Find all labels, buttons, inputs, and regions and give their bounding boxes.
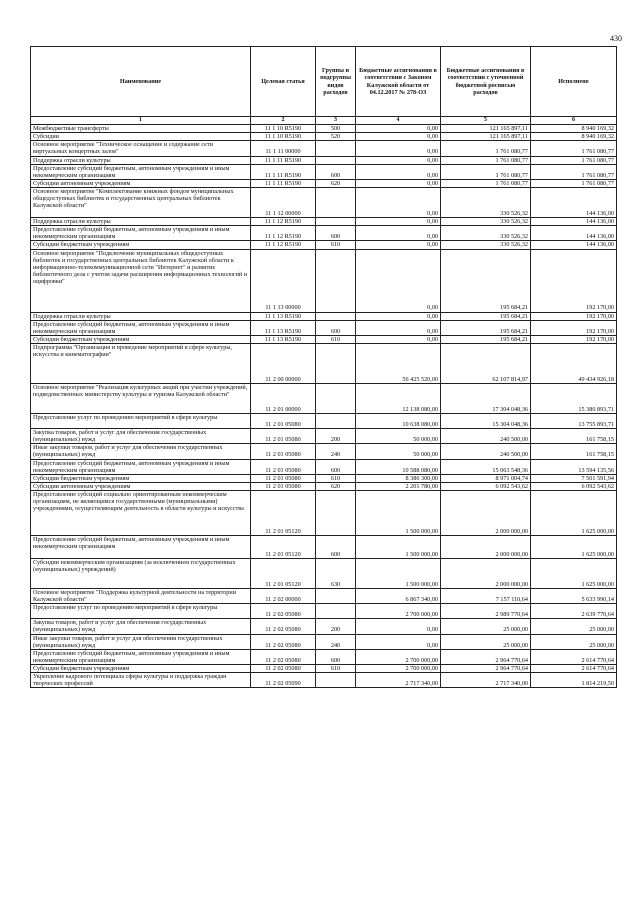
row-law-amount: 2 201 780,00 bbox=[356, 482, 441, 490]
row-law-amount: 1 500 000,00 bbox=[356, 559, 441, 589]
row-name: Предоставление субсидий бюджетным, автономным учреждениям и иным некоммерческим организациям bbox=[31, 226, 251, 241]
row-target-article: 11 2 01 05080 bbox=[251, 474, 316, 482]
row-updated-amount: 2 964 770,64 bbox=[441, 649, 531, 664]
row-executed-amount: 192 170,00 bbox=[531, 335, 617, 343]
table-row bbox=[31, 619, 617, 634]
row-name: Закупка товаров, работ и услуг для обеспечения государственных (муниципальных) нужд bbox=[31, 619, 251, 634]
header-target-article: Целевая статья bbox=[251, 47, 316, 117]
row-executed-amount: 161 758,15 bbox=[531, 429, 617, 444]
row-executed-amount: 1 761 080,77 bbox=[531, 141, 617, 156]
row-name: Субсидии автономным учреждениям bbox=[31, 482, 251, 490]
row-target-article: 11 2 02 05080 bbox=[251, 634, 316, 649]
row-executed-amount: 25 000,00 bbox=[531, 619, 617, 634]
row-target-article: 11 1 13 R5190 bbox=[251, 320, 316, 335]
row-target-article: 11 1 12 R5190 bbox=[251, 226, 316, 241]
row-target-article: 11 1 13 R5190 bbox=[251, 312, 316, 320]
row-expense-type: 520 bbox=[316, 133, 356, 141]
row-target-article: 11 2 02 05080 bbox=[251, 665, 316, 673]
row-expense-type bbox=[316, 218, 356, 226]
row-law-amount: 6 867 340,00 bbox=[356, 589, 441, 604]
table-row bbox=[31, 604, 617, 619]
row-executed-amount: 1 814 219,50 bbox=[531, 673, 617, 688]
row-target-article: 11 1 11 R5190 bbox=[251, 156, 316, 164]
row-expense-type: 600 bbox=[316, 226, 356, 241]
table-row bbox=[31, 226, 617, 241]
row-name: Основное мероприятие "Подключение муниципальных общедоступных библиотек и государственных центральных библиотек Калужской области к информационно-телекоммуникационной сети "Интернет" и развитие библиотечного дела с учетом задачи расширения информационных технологий и оцифровки" bbox=[31, 249, 251, 312]
table-row bbox=[31, 634, 617, 649]
table-row bbox=[31, 125, 617, 133]
row-target-article: 11 2 01 05080 bbox=[251, 429, 316, 444]
row-updated-amount: 330 526,32 bbox=[441, 241, 531, 249]
table-row bbox=[31, 344, 617, 384]
row-expense-type bbox=[316, 249, 356, 312]
row-name: Поддержка отрасли культуры bbox=[31, 312, 251, 320]
row-law-amount: 0,00 bbox=[356, 188, 441, 218]
table-row bbox=[31, 384, 617, 414]
row-executed-amount: 1 761 080,77 bbox=[531, 179, 617, 187]
row-updated-amount: 1 761 080,77 bbox=[441, 164, 531, 179]
row-name: Иные закупки товаров, работ и услуг для обеспечения государственных (муниципальных) нужд bbox=[31, 444, 251, 459]
row-law-amount: 0,00 bbox=[356, 226, 441, 241]
table-row bbox=[31, 649, 617, 664]
table-row bbox=[31, 156, 617, 164]
row-executed-amount: 8 940 169,32 bbox=[531, 125, 617, 133]
row-name: Субсидии бюджетным учреждениям bbox=[31, 241, 251, 249]
header-expense-groups: Группы и подгруппы видов расходов bbox=[316, 47, 356, 117]
table-row bbox=[31, 320, 617, 335]
header-name: Наименование bbox=[31, 47, 251, 117]
row-name: Основное мероприятие "Реализация культурных акций при участии учреждений, подведомственных министерству культуры и туризма Калужской области" bbox=[31, 384, 251, 414]
row-updated-amount: 25 000,00 bbox=[441, 634, 531, 649]
row-name: Предоставление субсидий бюджетным, автономным учреждениям и иным некоммерческим организациям bbox=[31, 164, 251, 179]
row-target-article: 11 2 01 05080 bbox=[251, 444, 316, 459]
row-executed-amount: 1 625 000,00 bbox=[531, 559, 617, 589]
row-law-amount: 56 425 520,00 bbox=[356, 344, 441, 384]
row-updated-amount: 15 304 048,36 bbox=[441, 414, 531, 429]
row-expense-type: 620 bbox=[316, 179, 356, 187]
row-target-article: 11 2 01 05120 bbox=[251, 536, 316, 559]
row-updated-amount: 121 165 897,11 bbox=[441, 133, 531, 141]
row-target-article: 11 1 12 R5190 bbox=[251, 218, 316, 226]
row-executed-amount: 144 136,00 bbox=[531, 241, 617, 249]
table-row bbox=[31, 673, 617, 688]
row-target-article: 11 2 00 00000 bbox=[251, 344, 316, 384]
row-executed-amount: 161 758,15 bbox=[531, 444, 617, 459]
row-updated-amount: 195 684,21 bbox=[441, 249, 531, 312]
row-name: Подпрограмма "Организация и проведение мероприятий в сфере культуры, искусства и кинематографии" bbox=[31, 344, 251, 384]
row-target-article: 11 1 13 00000 bbox=[251, 249, 316, 312]
row-updated-amount: 195 684,21 bbox=[441, 320, 531, 335]
row-law-amount: 1 500 000,00 bbox=[356, 536, 441, 559]
row-law-amount: 0,00 bbox=[356, 156, 441, 164]
row-executed-amount: 13 755 893,71 bbox=[531, 414, 617, 429]
row-name: Субсидии бюджетным учреждениям bbox=[31, 474, 251, 482]
row-expense-type: 610 bbox=[316, 241, 356, 249]
row-name: Предоставление субсидий бюджетным, автономным учреждениям и иным некоммерческим организациям bbox=[31, 536, 251, 559]
row-name: Предоставление услуг по проведению мероприятий в сфере культуры bbox=[31, 604, 251, 619]
table-row bbox=[31, 249, 617, 312]
row-name: Субсидии бюджетным учреждениям bbox=[31, 335, 251, 343]
row-expense-type: 240 bbox=[316, 444, 356, 459]
row-expense-type: 500 bbox=[316, 125, 356, 133]
row-updated-amount: 330 526,32 bbox=[441, 218, 531, 226]
row-expense-type: 620 bbox=[316, 482, 356, 490]
row-updated-amount: 195 684,21 bbox=[441, 312, 531, 320]
row-executed-amount: 2 614 770,64 bbox=[531, 665, 617, 673]
table-row bbox=[31, 141, 617, 156]
row-law-amount: 10 638 080,00 bbox=[356, 414, 441, 429]
row-target-article: 11 1 11 R5190 bbox=[251, 179, 316, 187]
row-updated-amount: 2 964 770,64 bbox=[441, 665, 531, 673]
row-law-amount: 0,00 bbox=[356, 241, 441, 249]
table-row bbox=[31, 188, 617, 218]
table-row bbox=[31, 179, 617, 187]
table-row bbox=[31, 241, 617, 249]
row-executed-amount: 192 170,00 bbox=[531, 320, 617, 335]
row-expense-type: 630 bbox=[316, 559, 356, 589]
row-name: Основное мероприятие "Поддержка культурной деятельности на территории Калужской области" bbox=[31, 589, 251, 604]
row-target-article: 11 2 01 00000 bbox=[251, 384, 316, 414]
row-updated-amount: 2 000 000,00 bbox=[441, 559, 531, 589]
row-expense-type: 600 bbox=[316, 320, 356, 335]
row-law-amount: 1 500 000,00 bbox=[356, 491, 441, 536]
row-executed-amount: 5 633 990,14 bbox=[531, 589, 617, 604]
row-expense-type: 610 bbox=[316, 335, 356, 343]
row-updated-amount: 1 761 080,77 bbox=[441, 156, 531, 164]
row-name: Предоставление субсидий бюджетным, автономным учреждениям и иным некоммерческим организациям bbox=[31, 459, 251, 474]
table-row bbox=[31, 164, 617, 179]
row-name: Основное мероприятие "Комплектование книжных фондов муниципальных общедоступных библиотек и государственных центральных библиотек Калужской области" bbox=[31, 188, 251, 218]
row-law-amount: 2 717 340,00 bbox=[356, 673, 441, 688]
row-law-amount: 0,00 bbox=[356, 179, 441, 187]
row-updated-amount: 15 063 548,36 bbox=[441, 459, 531, 474]
row-executed-amount: 8 940 169,32 bbox=[531, 133, 617, 141]
row-expense-type bbox=[316, 384, 356, 414]
row-updated-amount: 1 761 080,77 bbox=[441, 179, 531, 187]
row-name: Предоставление субсидий бюджетным, автономным учреждениям и иным некоммерческим организациям bbox=[31, 649, 251, 664]
table-row bbox=[31, 444, 617, 459]
row-executed-amount: 144 136,00 bbox=[531, 226, 617, 241]
row-executed-amount: 7 501 591,94 bbox=[531, 474, 617, 482]
row-expense-type bbox=[316, 589, 356, 604]
row-target-article: 11 1 13 R5190 bbox=[251, 335, 316, 343]
table-row bbox=[31, 414, 617, 429]
row-executed-amount: 144 136,00 bbox=[531, 188, 617, 218]
row-updated-amount: 2 000 000,00 bbox=[441, 536, 531, 559]
table-row bbox=[31, 474, 617, 482]
row-name: Основное мероприятие "Техническое оснащение и содержание сети виртуальных концертных залов" bbox=[31, 141, 251, 156]
table-row bbox=[31, 335, 617, 343]
row-law-amount: 0,00 bbox=[356, 312, 441, 320]
row-expense-type: 610 bbox=[316, 665, 356, 673]
row-updated-amount: 2 000 000,00 bbox=[441, 491, 531, 536]
column-number: 1 bbox=[31, 117, 251, 125]
row-expense-type: 240 bbox=[316, 634, 356, 649]
row-target-article: 11 2 01 05080 bbox=[251, 414, 316, 429]
row-target-article: 11 1 11 00000 bbox=[251, 141, 316, 156]
row-executed-amount: 1 761 080,77 bbox=[531, 156, 617, 164]
table-row bbox=[31, 429, 617, 444]
header-updated-allocations: Бюджетные ассигнования в соответствии с уточненной бюджетной росписью расходов bbox=[441, 47, 531, 117]
row-name: Предоставление субсидий социально ориентированным некоммерческим организациям, не являющимся государственными (муниципальными) учреждениями, осуществляющим деятельность в области культуры и искусства bbox=[31, 491, 251, 536]
row-name: Укрепление кадрового потенциала сферы культуры и поддержка граждан творческих профессий bbox=[31, 673, 251, 688]
row-updated-amount: 121 165 897,11 bbox=[441, 125, 531, 133]
row-expense-type bbox=[316, 312, 356, 320]
row-name: Субсидии автономным учреждениям bbox=[31, 179, 251, 187]
column-number: 5 bbox=[441, 117, 531, 125]
row-law-amount: 0,00 bbox=[356, 320, 441, 335]
row-executed-amount: 25 000,00 bbox=[531, 634, 617, 649]
row-target-article: 11 1 11 R5190 bbox=[251, 164, 316, 179]
table-row bbox=[31, 133, 617, 141]
row-updated-amount: 6 092 543,62 bbox=[441, 482, 531, 490]
row-executed-amount: 192 170,00 bbox=[531, 312, 617, 320]
row-executed-amount: 6 092 543,62 bbox=[531, 482, 617, 490]
row-law-amount: 0,00 bbox=[356, 164, 441, 179]
row-law-amount: 0,00 bbox=[356, 125, 441, 133]
row-law-amount: 10 588 080,00 bbox=[356, 459, 441, 474]
table-row bbox=[31, 491, 617, 536]
row-executed-amount: 1 761 080,77 bbox=[531, 164, 617, 179]
row-executed-amount: 2 614 770,64 bbox=[531, 649, 617, 664]
row-target-article: 11 2 01 05080 bbox=[251, 459, 316, 474]
row-name: Поддержка отрасли культуры bbox=[31, 156, 251, 164]
row-name: Межбюджетные трансферты bbox=[31, 125, 251, 133]
row-law-amount: 0,00 bbox=[356, 619, 441, 634]
row-law-amount: 0,00 bbox=[356, 634, 441, 649]
row-law-amount: 0,00 bbox=[356, 335, 441, 343]
row-name: Предоставление услуг по проведению мероприятий в сфере культуры bbox=[31, 414, 251, 429]
table-row bbox=[31, 459, 617, 474]
row-target-article: 11 2 02 05080 bbox=[251, 649, 316, 664]
row-name: Субсидии bbox=[31, 133, 251, 141]
row-target-article: 11 2 02 00000 bbox=[251, 589, 316, 604]
row-expense-type bbox=[316, 414, 356, 429]
row-executed-amount: 144 136,00 bbox=[531, 218, 617, 226]
table-row bbox=[31, 312, 617, 320]
budget-table bbox=[30, 46, 617, 688]
row-target-article: 11 2 01 05080 bbox=[251, 482, 316, 490]
row-target-article: 11 2 02 05090 bbox=[251, 673, 316, 688]
row-executed-amount: 49 434 926,18 bbox=[531, 344, 617, 384]
row-updated-amount: 240 500,00 bbox=[441, 429, 531, 444]
header-law-allocations: Бюджетные ассигнования в соответствии с Законом Калужской области от 04.12.2017 № 278-ОЗ bbox=[356, 47, 441, 117]
row-updated-amount: 7 157 110,64 bbox=[441, 589, 531, 604]
row-name: Иные закупки товаров, работ и услуг для обеспечения государственных (муниципальных) нужд bbox=[31, 634, 251, 649]
row-executed-amount: 15 380 893,71 bbox=[531, 384, 617, 414]
row-law-amount: 2 700 000,00 bbox=[356, 665, 441, 673]
row-law-amount: 0,00 bbox=[356, 133, 441, 141]
row-executed-amount: 2 639 770,64 bbox=[531, 604, 617, 619]
row-expense-type: 600 bbox=[316, 649, 356, 664]
row-name: Предоставление субсидий бюджетным, автономным учреждениям и иным некоммерческим организациям bbox=[31, 320, 251, 335]
row-expense-type bbox=[316, 344, 356, 384]
row-expense-type bbox=[316, 673, 356, 688]
row-expense-type: 200 bbox=[316, 429, 356, 444]
row-updated-amount: 330 526,32 bbox=[441, 226, 531, 241]
column-number: 2 bbox=[251, 117, 316, 125]
row-law-amount: 0,00 bbox=[356, 218, 441, 226]
row-expense-type bbox=[316, 188, 356, 218]
row-law-amount: 0,00 bbox=[356, 249, 441, 312]
row-target-article: 11 2 01 05120 bbox=[251, 491, 316, 536]
page-number: 430 bbox=[610, 34, 622, 43]
row-target-article: 11 2 02 05080 bbox=[251, 604, 316, 619]
row-target-article: 11 1 12 00000 bbox=[251, 188, 316, 218]
row-updated-amount: 2 717 340,00 bbox=[441, 673, 531, 688]
table-row bbox=[31, 589, 617, 604]
row-name: Субсидии некоммерческим организациям (за исключением государственных (муниципальных) учреждений) bbox=[31, 559, 251, 589]
row-executed-amount: 1 625 000,00 bbox=[531, 491, 617, 536]
row-updated-amount: 17 304 048,36 bbox=[441, 384, 531, 414]
row-expense-type: 600 bbox=[316, 459, 356, 474]
row-target-article: 11 1 10 R5190 bbox=[251, 125, 316, 133]
column-number-row bbox=[31, 117, 617, 125]
table-row bbox=[31, 665, 617, 673]
row-name: Закупка товаров, работ и услуг для обеспечения государственных (муниципальных) нужд bbox=[31, 429, 251, 444]
column-number: 4 bbox=[356, 117, 441, 125]
row-target-article: 11 2 02 05080 bbox=[251, 619, 316, 634]
table-row bbox=[31, 218, 617, 226]
table-row bbox=[31, 559, 617, 589]
row-expense-type bbox=[316, 141, 356, 156]
row-expense-type bbox=[316, 604, 356, 619]
row-updated-amount: 330 526,32 bbox=[441, 188, 531, 218]
column-number: 3 bbox=[316, 117, 356, 125]
row-updated-amount: 240 500,00 bbox=[441, 444, 531, 459]
row-target-article: 11 1 10 R5190 bbox=[251, 133, 316, 141]
row-updated-amount: 8 971 004,74 bbox=[441, 474, 531, 482]
row-law-amount: 2 700 000,00 bbox=[356, 604, 441, 619]
table-row bbox=[31, 482, 617, 490]
row-expense-type bbox=[316, 491, 356, 536]
row-executed-amount: 13 594 135,56 bbox=[531, 459, 617, 474]
row-law-amount: 2 700 000,00 bbox=[356, 649, 441, 664]
row-law-amount: 8 386 300,00 bbox=[356, 474, 441, 482]
row-law-amount: 50 000,00 bbox=[356, 444, 441, 459]
column-number: 6 bbox=[531, 117, 617, 125]
row-law-amount: 50 000,00 bbox=[356, 429, 441, 444]
header-executed: Исполнено bbox=[531, 47, 617, 117]
row-updated-amount: 25 000,00 bbox=[441, 619, 531, 634]
row-updated-amount: 195 684,21 bbox=[441, 335, 531, 343]
row-target-article: 11 1 12 R5190 bbox=[251, 241, 316, 249]
row-name: Поддержка отрасли культуры bbox=[31, 218, 251, 226]
row-executed-amount: 1 625 000,00 bbox=[531, 536, 617, 559]
row-updated-amount: 1 761 080,77 bbox=[441, 141, 531, 156]
row-law-amount: 0,00 bbox=[356, 141, 441, 156]
row-name: Субсидии бюджетным учреждениям bbox=[31, 665, 251, 673]
header-row bbox=[31, 47, 617, 117]
row-updated-amount: 62 107 814,97 bbox=[441, 344, 531, 384]
table-row bbox=[31, 536, 617, 559]
row-expense-type: 200 bbox=[316, 619, 356, 634]
row-target-article: 11 2 01 05120 bbox=[251, 559, 316, 589]
row-updated-amount: 2 989 770,64 bbox=[441, 604, 531, 619]
row-expense-type: 600 bbox=[316, 536, 356, 559]
row-law-amount: 12 138 080,00 bbox=[356, 384, 441, 414]
row-expense-type: 600 bbox=[316, 164, 356, 179]
row-expense-type: 610 bbox=[316, 474, 356, 482]
row-executed-amount: 192 170,00 bbox=[531, 249, 617, 312]
row-expense-type bbox=[316, 156, 356, 164]
